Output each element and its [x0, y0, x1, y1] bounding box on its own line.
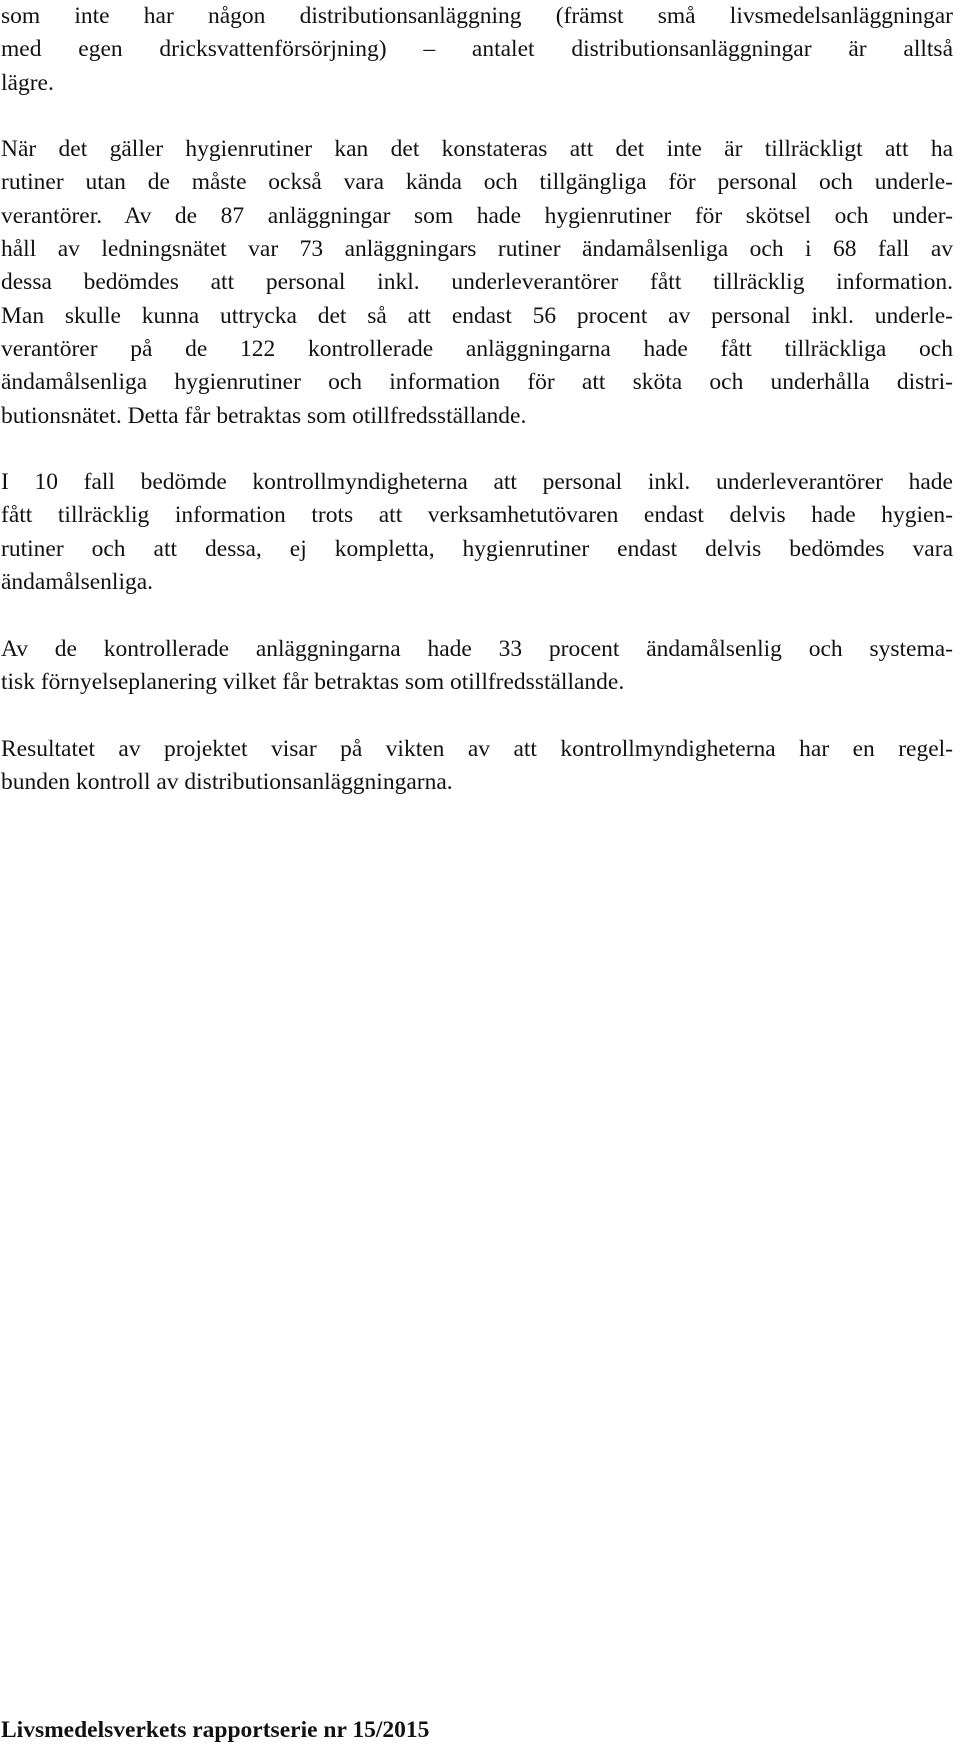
report-series-footer: Livsmedelsverkets rapportserie nr 15/2015 [1, 1717, 430, 1743]
body-text [1, 0, 953, 799]
text-line: verantörer på de 122 kontrollerade anläggningarna hade fått tillräckliga och [1, 335, 953, 362]
text-line: verantörer. Av de 87 anläggningar som hade hygienrutiner för skötsel och under- [1, 202, 953, 229]
text-line: tisk förnyelseplanering vilket får betraktas som otillfredsställande. [1, 668, 625, 695]
text-line: bunden kontroll av distributionsanläggningarna. [1, 768, 453, 795]
paragraph-spacer [1, 100, 953, 133]
text-line: rutiner utan de måste också vara kända och tillgängliga för personal och underle- [1, 169, 953, 196]
text-line: När det gäller hygienrutiner kan det konstateras att det inte är tillräckligt att ha [1, 136, 953, 163]
text-line: Resultatet av projektet visar på vikten av att kontrollmyndigheterna har en regel- [1, 735, 953, 762]
text-line: lägre. [1, 69, 54, 96]
paragraph [1, 633, 953, 700]
text-line: rutiner och att dessa, ej kompletta, hygienrutiner endast delvis bedömdes vara [1, 535, 953, 562]
text-line: Man skulle kunna uttrycka det så att endast 56 procent av personal inkl. underle- [1, 302, 953, 329]
text-line: ändamålsenliga. [1, 569, 154, 596]
text-line: I 10 fall bedömde kontrollmyndigheterna att personal inkl. underleverantörer hade [1, 469, 953, 496]
text-line: håll av ledningsnätet var 73 anläggningars rutiner ändamålsenliga och i 68 fall av [1, 236, 953, 263]
paragraph [1, 466, 953, 599]
text-line: dessa bedömdes att personal inkl. underleverantörer fått tillräcklig information. [1, 269, 953, 296]
paragraph-spacer [1, 433, 953, 466]
text-line: Av de kontrollerade anläggningarna hade 33 procent ändamålsenlig och systema- [1, 635, 953, 662]
text-line: butionsnätet. Detta får betraktas som otillfredsställande. [1, 402, 527, 429]
text-line: som inte har någon distributionsanläggning (främst små livsmedelsanläggningar [1, 3, 953, 29]
paragraph-spacer [1, 699, 953, 732]
paragraph [1, 733, 953, 800]
text-line: med egen dricksvattenförsörjning) – antalet distributionsanläggningar är alltså [1, 36, 953, 63]
paragraph [1, 133, 953, 433]
text-line: ändamålsenliga hygienrutiner och information för att sköta och underhålla distri- [1, 369, 953, 396]
paragraph [1, 0, 953, 100]
paragraph-spacer [1, 599, 953, 632]
text-line: fått tillräcklig information trots att verksamhetutövaren endast delvis hade hygien- [1, 502, 953, 529]
